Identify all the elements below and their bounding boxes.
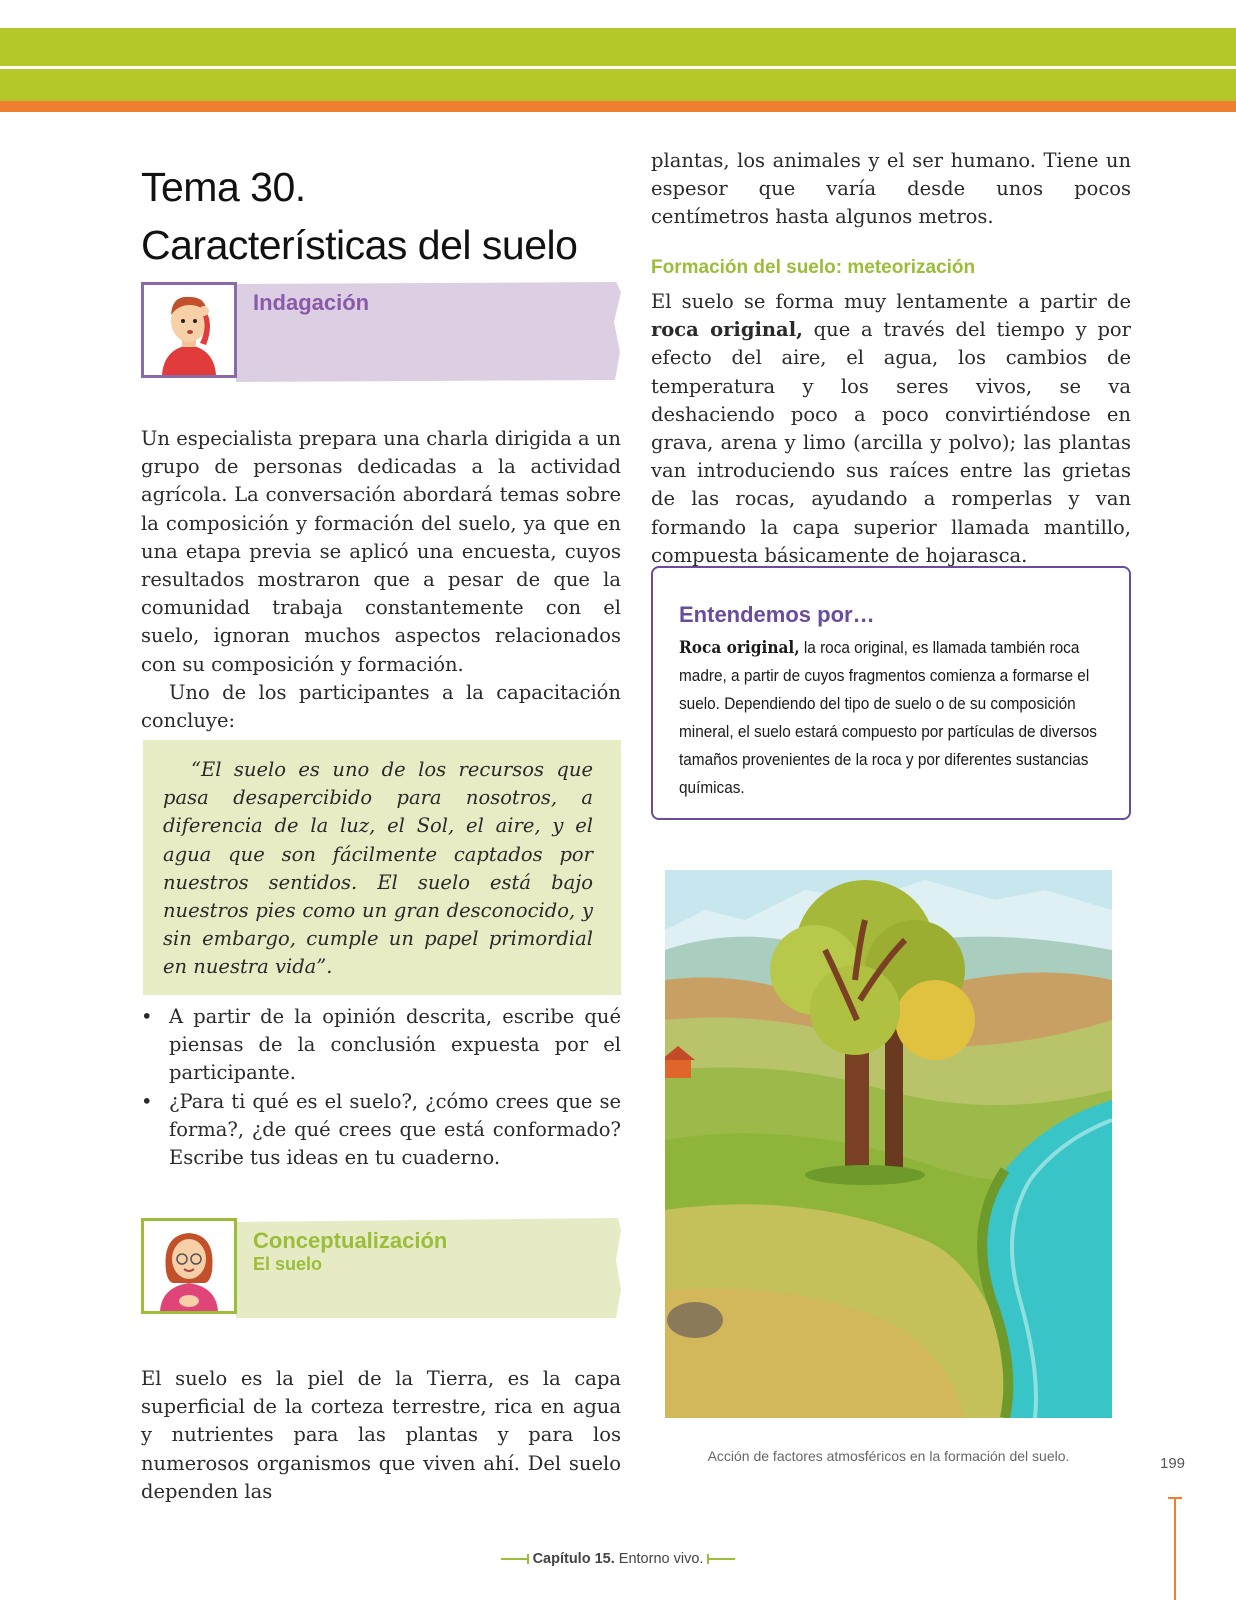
footer-line-left	[501, 1558, 529, 1560]
continuation-paragraph: plantas, los animales y el ser humano. Tiene un espesor que varía desde unos pocos centímetros hasta algunos metros.	[651, 149, 1131, 229]
page-marker-line	[1174, 1497, 1176, 1600]
footer-line-right	[707, 1558, 735, 1560]
formacion-bold-term: roca original,	[651, 318, 803, 342]
formacion-heading: Formación del suelo: meteorización	[651, 257, 976, 278]
formacion-text-pre: El suelo se forma muy lentamente a partir de	[651, 290, 1131, 313]
header-band-orange	[0, 101, 1236, 112]
bullet-text: A partir de la opinión descrita, escribe qué piensas de la conclusión expuesta por el participante.	[169, 1005, 621, 1085]
definition-box	[651, 566, 1131, 820]
footer	[0, 1551, 1236, 1567]
intro-p2: Uno de los participantes a la capacitación concluye:	[141, 680, 621, 733]
list-item	[141, 1088, 621, 1173]
page-number: 199	[1160, 1455, 1186, 1472]
intro-paragraph	[141, 425, 621, 735]
header-band	[0, 28, 1236, 112]
conceptualizacion-label: Conceptualización	[253, 1228, 448, 1253]
footer-chapter: Capítulo 15.	[532, 1551, 615, 1567]
header-band-green-bottom	[0, 69, 1236, 101]
page-title-line2: Características del suelo	[141, 222, 578, 268]
indagacion-boy-icon	[141, 282, 237, 378]
bullet-icon: •	[141, 1089, 153, 1113]
suelo-paragraph: El suelo es la piel de la Tierra, es la capa superficial de la corteza terrestre, rica en agua y nutrientes para las plantas y para los numerosos organismos que viven ahí. Del suelo dependen las	[141, 1367, 621, 1503]
intro-p1: Un especialista prepara una charla dirigida a un grupo de personas dedicadas a la actividad agrícola. La conversación abordará temas sobre la composición y formación del suelo, ya que en una etapa previa se aplicó una encuesta, cuyos resultados mostraron que a pesar de que la comunidad trabaja constantemente con el suelo, ignoran muchos aspectos relacionados con su composición y formación.	[141, 427, 621, 676]
conceptualizacion-header	[141, 1218, 621, 1318]
bullet-text: ¿Para ti qué es el suelo?, ¿cómo crees que se forma?, ¿de qué crees que está conformado? Escribe tus ideas en tu cuaderno.	[169, 1089, 621, 1170]
indagacion-header	[141, 282, 621, 382]
definition-term: Roca original,	[679, 638, 800, 657]
illustration-caption: Acción de factores atmosféricos en la formación del suelo.	[707, 1448, 1070, 1464]
indagacion-label: Indagación	[253, 290, 370, 315]
definition-title: Entendemos por…	[679, 602, 875, 627]
quote-text: “El suelo es uno de los recursos que pasa desapercibido para nosotros, a diferencia de la luz, el Sol, el aire, y el agua que son fácilmente captados por nuestros sentidos. El suelo está bajo nuestros pies como un gran desconocido, y sin embargo, cumple un papel primordial en nuestra vida”.	[163, 758, 593, 979]
page-title	[141, 158, 611, 274]
activity-list	[141, 1003, 621, 1172]
landscape-illustration	[665, 870, 1112, 1418]
formacion-paragraph	[651, 288, 1131, 570]
page-title-line1: Tema 30.	[141, 164, 306, 210]
formacion-text-post: que a través del tiempo y por efecto del aire, el agua, los cambios de temperatura y los seres vivos, se va deshaciendo poco a poco convirtiéndose en grava, arena y limo (arcilla y polvo); las plantas van introduciendo sus raíces entre las grietas de las rocas, ayudando a romperlas y van formando la capa superior llamada mantillo, compuesta básicamente de hojarasca.	[651, 318, 1131, 567]
list-item	[141, 1003, 621, 1088]
conceptualizacion-sublabel: El suelo	[253, 1254, 323, 1274]
bullet-icon: •	[141, 1005, 153, 1028]
landscape-svg	[665, 870, 1112, 1418]
header-band-green-top	[0, 28, 1236, 66]
definition-body: la roca original, es llamada también roca madre, a partir de cuyos fragmentos comienza a formarse el suelo. Dependiendo del tipo de suelo o de su composición mineral, el suelo estará compuesto por partículas de diversos tamaños provenientes de la roca y por diferentes sustancias químicas.	[679, 639, 1097, 797]
footer-title: Entorno vivo.	[618, 1551, 704, 1567]
definition-text	[679, 634, 1107, 802]
quote-box	[143, 740, 621, 995]
conceptualizacion-girl-icon	[141, 1218, 237, 1314]
